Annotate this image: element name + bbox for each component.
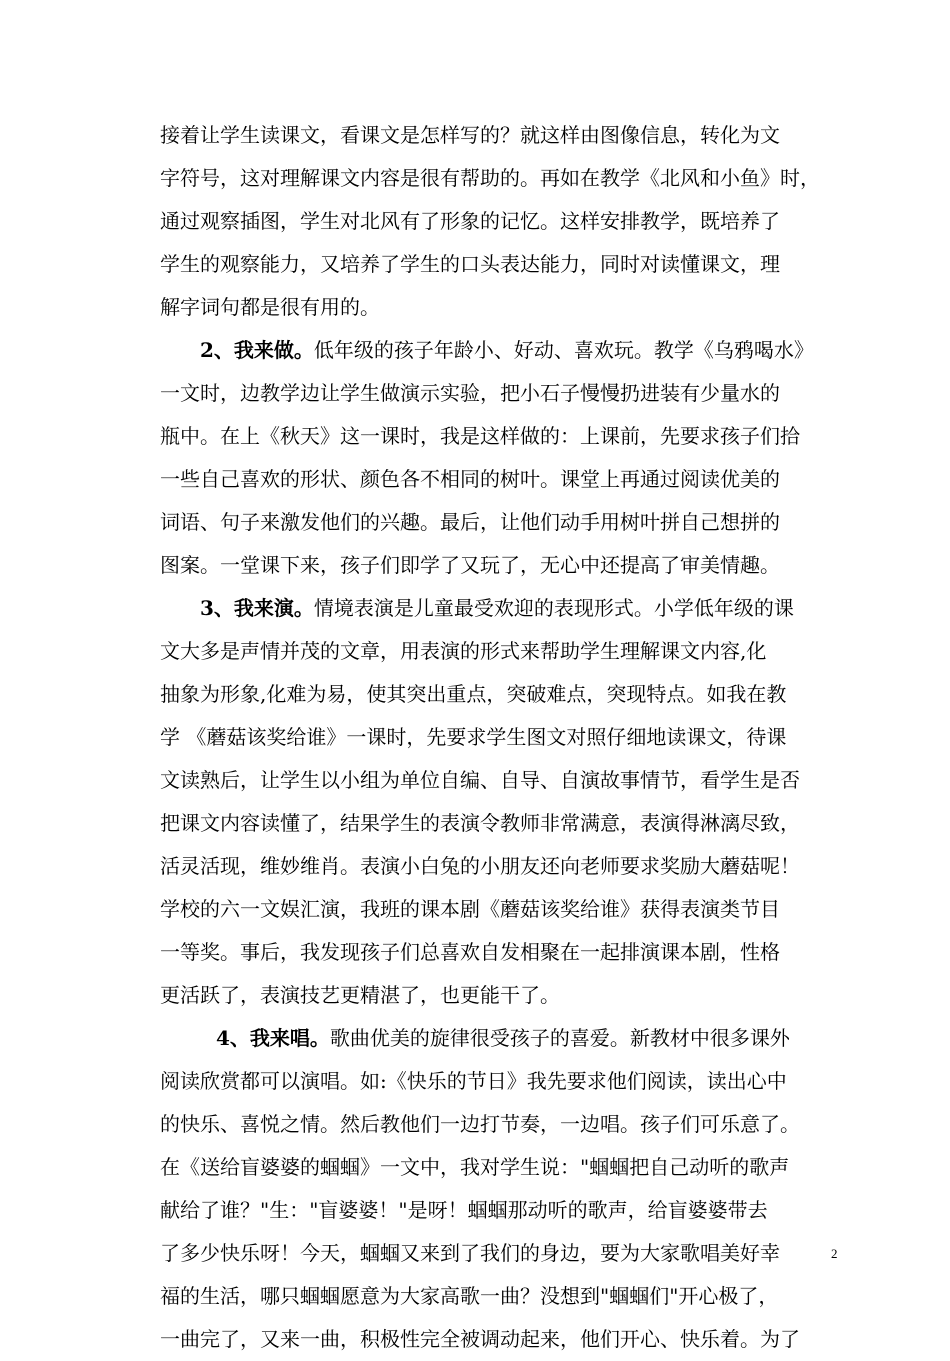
paragraph-line: 阅读欣赏都可以演唱。如:《快乐的节日》我先要求他们阅读，读出心中 bbox=[160, 1069, 787, 1093]
section-2-first-line bbox=[160, 329, 840, 372]
paragraph-line: 一等奖。事后，我发现孩子们总喜欢自发相聚在一起排演课本剧，性格 bbox=[160, 940, 780, 964]
paragraph-line: 接着让学生读课文，看课文是怎样写的？就这样由图像信息，转化为文 bbox=[160, 123, 780, 147]
paragraph-line: 了多少快乐呀！今天，蝈蝈又来到了我们的身边，要为大家歌唱美好幸 bbox=[160, 1241, 780, 1265]
section-4-heading: 4、我来唱。 bbox=[216, 1026, 330, 1050]
paragraph-line: 瓶中。在上《秋天》这一课时，我是这样做的：上课前，先要求孩子们拾 bbox=[160, 424, 800, 448]
section-2-heading: 2、我来做。 bbox=[200, 338, 314, 362]
paragraph-line: 一文时，边教学边让学生做演示实验，把小石子慢慢扔进装有少量水的 bbox=[160, 381, 780, 405]
paragraph-line: 文大多是声情并茂的文章，用表演的形式来帮助学生理解课文内容,化 bbox=[160, 639, 767, 663]
section-3-intro: 情境表演是儿童最受欢迎的表现形式。小学低年级的课 bbox=[313, 596, 794, 620]
paragraph-line: 解字词句都是很有用的。 bbox=[160, 295, 380, 319]
paragraph-line: 的快乐、喜悦之情。然后教他们一边打节奏，一边唱。孩子们可乐意了。 bbox=[160, 1112, 800, 1136]
section-4-first-line bbox=[160, 1017, 840, 1060]
paragraph-line: 抽象为形象,化难为易，使其突出重点，突破难点，突现特点。如我在教 bbox=[160, 682, 787, 706]
paragraph-line: 把课文内容读懂了，结果学生的表演令教师非常满意，表演得淋漓尽致， bbox=[160, 811, 800, 835]
paragraph-line: 通过观察插图，学生对北风有了形象的记忆。这样安排教学，既培养了 bbox=[160, 209, 780, 233]
section-3-heading: 3、我来演。 bbox=[200, 596, 314, 620]
paragraph-line: 一些自己喜欢的形状、颜色各不相同的树叶。课堂上再通过阅读优美的 bbox=[160, 467, 780, 491]
section-3-first-line bbox=[160, 587, 840, 630]
paragraph-line: 献给了谁？"生："盲婆婆！"是呀！蝈蝈那动听的歌声，给盲婆婆带去 bbox=[160, 1198, 768, 1222]
page-number: 2 bbox=[831, 1246, 838, 1261]
paragraph-line: 活灵活现，维妙维肖。表演小白兔的小朋友还向老师要求奖励大蘑菇呢！ bbox=[160, 854, 800, 878]
paragraph-line: 学生的观察能力，又培养了学生的口头表达能力，同时对读懂课文，理 bbox=[160, 252, 780, 276]
section-2-intro: 低年级的孩子年龄小、好动、喜欢玩。教学《乌鸦喝水》 bbox=[313, 338, 814, 362]
paragraph-line: 学校的六一文娱汇演，我班的课本剧《蘑菇该奖给谁》获得表演类节目 bbox=[160, 897, 780, 921]
body-text bbox=[160, 114, 840, 1361]
section-4-intro: 歌曲优美的旋律很受孩子的喜爱。新教材中很多课外 bbox=[329, 1026, 790, 1050]
paragraph-line: 图案。一堂课下来，孩子们即学了又玩了，无心中还提高了审美情趣。 bbox=[160, 553, 780, 577]
paragraph-line: 学 《蘑菇该奖给谁》一课时，先要求学生图文对照仔细地读课文，待课 bbox=[160, 725, 787, 749]
paragraph-line: 字符号，这对理解课文内容是很有帮助的。再如在教学《北风和小鱼》时， bbox=[160, 166, 820, 190]
paragraph-line: 更活跃了，表演技艺更精湛了，也更能干了。 bbox=[160, 983, 560, 1007]
paragraph-line: 一曲完了，又来一曲，积极性完全被调动起来，他们开心、快乐着。为了 bbox=[160, 1327, 800, 1351]
paragraph-line: 文读熟后，让学生以小组为单位自编、自导、自演故事情节，看学生是否 bbox=[160, 768, 800, 792]
paragraph-line: 词语、句子来激发他们的兴趣。最后，让他们动手用树叶拼自己想拼的 bbox=[160, 510, 780, 534]
paragraph-line: 福的生活，哪只蝈蝈愿意为大家高歌一曲？没想到"蝈蝈们"开心极了， bbox=[160, 1284, 779, 1308]
paragraph-line: 在《送给盲婆婆的蝈蝈》一文中，我对学生说："蝈蝈把自己动听的歌声 bbox=[160, 1155, 790, 1179]
